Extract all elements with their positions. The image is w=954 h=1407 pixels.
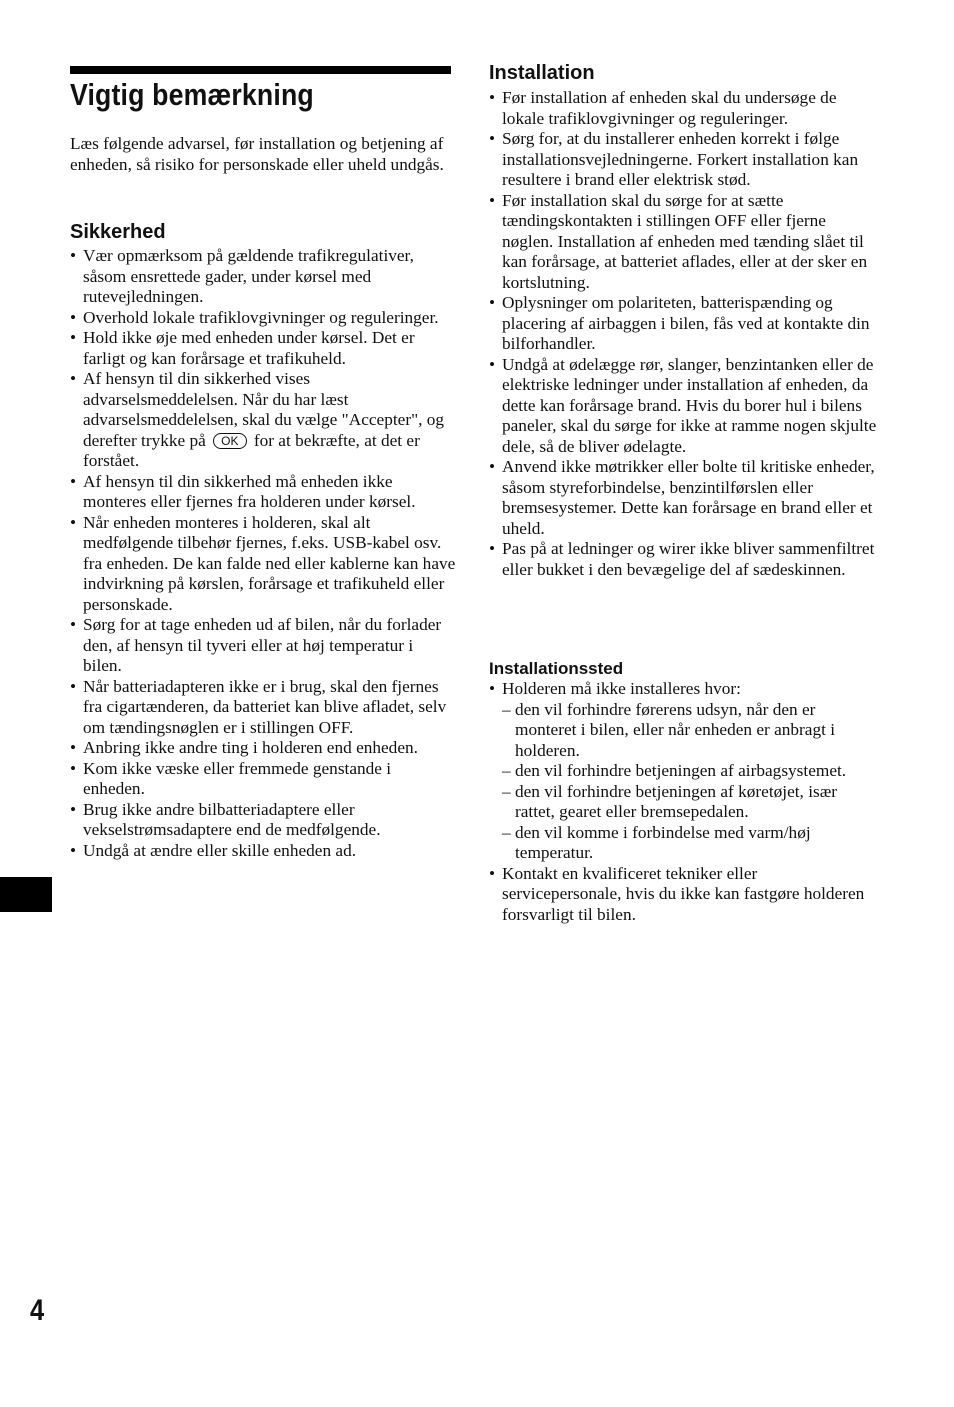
page-title: Vigtig bemærkning [70,77,314,112]
installation-heading: Installation [489,62,595,84]
intro-paragraph: Læs følgende advarsel, før installation og betjening af enheden, så risiko for personskade eller uheld undgås. [70,134,444,174]
list-item: • Oplysninger om polariteten, batterispænding og placering af airbaggen i bilen, fås ved at kontakte din bilforhandler. [489,293,877,355]
list-item: • Kom ikke væske eller fremmede genstande i enheden. [70,759,456,800]
sub-list-item-text: den vil forhindre betjeningen af airbagsystemet. [515,761,847,780]
list-item: • Kontakt en kvalificeret tekniker eller servicepersonale, hvis du ikke kan fastgøre holderen forsvarligt til bilen. [489,864,877,926]
list-item [489,679,877,864]
list-item-text: for at bekræfte, at det er forstået. [83,430,420,470]
sub-list-item [502,823,877,864]
dash-mark: – [502,699,511,719]
sub-list-item [502,700,877,762]
installation-location-section [489,659,877,925]
installation-location-list [489,679,877,925]
list-item: • Pas på at ledninger og wirer ikke bliver sammenfiltret eller bukket i den bevægelige del af sædeskinnen. [489,539,877,580]
title-rule [70,66,451,74]
list-item: • Brug ikke andre bilbatteriadaptere eller vekselstrømsadaptere end de medfølgende. [70,800,456,841]
list-item-text: Holderen må ikke installeres hvor: [502,679,741,698]
list-item: • Når enheden monteres i holderen, skal alt medfølgende tilbehør fjernes, f.eks. USB-kabel osv. fra enheden. De kan falde ned eller kablerne kan have indvirkning på kørslen, forårsage et trafikuheld eller personskade. [70,513,456,616]
sub-list-item-text: den vil forhindre betjeningen af køretøjet, især rattet, gearet eller bremsepedalen. [515,781,838,821]
installation-section [489,61,877,580]
list-item: • Før installation skal du sørge for at sætte tændingskontakten i stillingen OFF eller fjerne nøglen. Installation af enheden med tænding slået til kan forårsage, at batteriet aflades, eller at der sker en kortslutning. [489,191,877,294]
ok-key-icon: OK [213,433,246,449]
dash-mark: – [502,761,511,780]
safety-list [70,246,456,861]
list-item: • Undgå at ændre eller skille enheden ad. [70,841,456,862]
sub-list [502,700,877,864]
list-item: • Vær opmærksom på gældende trafikregulativer, såsom ensrettede gader, under kørsel med rutevejledningen. [70,246,456,308]
list-item: • Anbring ikke andre ting i holderen end enheden. [70,738,456,759]
sub-list-item [502,761,877,782]
sub-list-item [502,782,877,823]
list-item [70,369,456,472]
dash-mark: – [502,822,511,842]
list-item: • Af hensyn til din sikkerhed må enheden ikke monteres eller fjernes fra holderen under kørsel. [70,472,456,513]
list-item: • Sørg for at tage enheden ud af bilen, når du forlader den, af hensyn til tyveri eller at høj temperatur i bilen. [70,615,456,677]
sub-list-item-text: den vil forhindre førerens udsyn, når den er monteret i bilen, eller når enheden er anbragt i holderen. [515,699,836,760]
installation-location-heading: Installationssted [489,659,624,678]
list-item: • Hold ikke øje med enheden under kørsel. Det er farligt og kan forårsage et trafikuheld. [70,328,456,369]
list-item: • Undgå at ødelægge rør, slanger, benzintanken eller de elektriske ledninger under installation af enheden, da dette kan forårsage brand. Hvis du borer hul i bilens paneler, skal du sørge for ikke at ramme nogen skjulte dele, så de bliver ødelagte. [489,355,877,458]
list-item: • Anvend ikke møtrikker eller bolte til kritiske enheder, såsom styreforbindelse, benzintilførslen eller bremsesystemer. Dette kan forårsage en brand eller et uheld. [489,457,877,539]
list-item: • Sørg for, at du installerer enheden korrekt i følge installationsvejledningerne. Forkert installation kan resultere i brand eller elektrisk stød. [489,129,877,191]
list-item-text: Af hensyn til din sikkerhed vises advarselsmeddelelsen. Når du har læst advarselsmeddelelsen, skal du vælge "Accepter", og derefter trykke på [83,369,445,450]
sub-list-item-text: den vil komme i forbindelse med varm/høj temperatur. [515,822,811,862]
safety-heading: Sikkerhed [70,221,166,243]
safety-section [70,220,456,861]
side-tab-marker [0,877,52,912]
installation-list [489,88,877,580]
list-item: • Overhold lokale trafiklovgivninger og reguleringer. [70,308,456,329]
list-item: • Før installation af enheden skal du undersøge de lokale trafiklovgivninger og reguleringer. [489,88,877,129]
list-item: • Når batteriadapteren ikke er i brug, skal den fjernes fra cigartænderen, da batteriet kan blive afladet, selv om tændingsnøglen er i stillingen OFF. [70,677,456,739]
dash-mark: – [502,781,511,801]
page-number: 4 [30,1294,45,1327]
